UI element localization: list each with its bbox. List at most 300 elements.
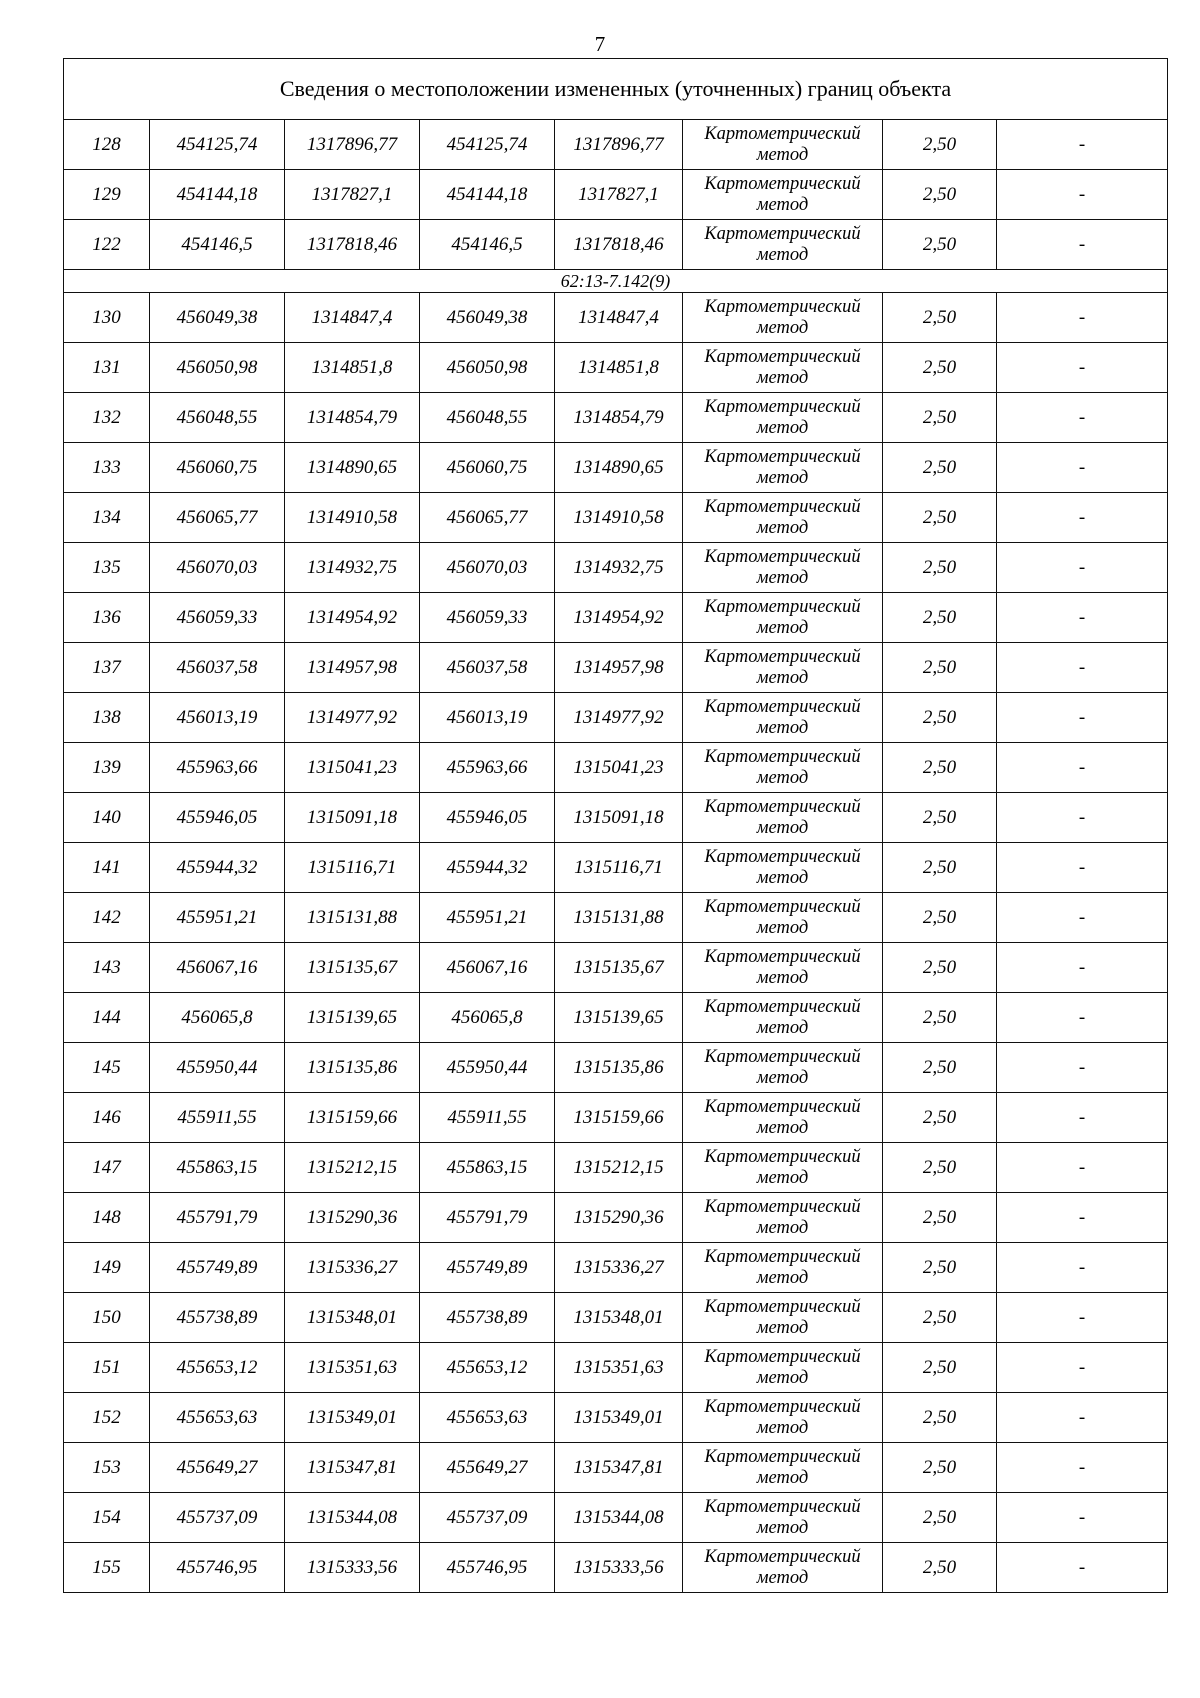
- new-x-coordinate: 456067,16: [420, 943, 555, 993]
- method-cell: [683, 1043, 883, 1093]
- method-cell: [683, 120, 883, 170]
- existing-y-coordinate: 1317896,77: [285, 120, 420, 170]
- method-line-1: Картометрический: [704, 1096, 861, 1117]
- new-x-coordinate: 455946,05: [420, 793, 555, 843]
- table-title-row: [64, 59, 1168, 120]
- point-description: -: [997, 1343, 1168, 1393]
- accuracy-value: 2,50: [883, 1243, 997, 1293]
- method-line-2: метод: [756, 1417, 809, 1438]
- existing-y-coordinate: 1314932,75: [285, 543, 420, 593]
- method-cell: [683, 170, 883, 220]
- table-row: [64, 1293, 1168, 1343]
- accuracy-value: 2,50: [883, 443, 997, 493]
- new-x-coordinate: 455653,12: [420, 1343, 555, 1393]
- accuracy-value: 2,50: [883, 343, 997, 393]
- accuracy-value: 2,50: [883, 543, 997, 593]
- existing-x-coordinate: 456048,55: [150, 393, 285, 443]
- new-y-coordinate: 1317827,1: [555, 170, 683, 220]
- point-number: 143: [64, 943, 150, 993]
- new-x-coordinate: 455963,66: [420, 743, 555, 793]
- new-x-coordinate: 455791,79: [420, 1193, 555, 1243]
- existing-y-coordinate: 1314957,98: [285, 643, 420, 693]
- new-y-coordinate: 1314977,92: [555, 693, 683, 743]
- method-cell: [683, 1193, 883, 1243]
- point-description: -: [997, 643, 1168, 693]
- method-line-2: метод: [756, 144, 809, 165]
- method-cell: [683, 293, 883, 343]
- point-number: 135: [64, 543, 150, 593]
- existing-y-coordinate: 1314977,92: [285, 693, 420, 743]
- accuracy-value: 2,50: [883, 743, 997, 793]
- accuracy-value: 2,50: [883, 643, 997, 693]
- new-x-coordinate: 454146,5: [420, 220, 555, 270]
- point-description: -: [997, 743, 1168, 793]
- method-line-1: Картометрический: [704, 546, 861, 567]
- method-cell: [683, 1443, 883, 1493]
- existing-y-coordinate: 1315159,66: [285, 1093, 420, 1143]
- method-line-1: Картометрический: [704, 746, 861, 767]
- method-cell: [683, 493, 883, 543]
- method-line-2: метод: [756, 517, 809, 538]
- method-line-2: метод: [756, 667, 809, 688]
- point-number: 133: [64, 443, 150, 493]
- new-y-coordinate: 1315347,81: [555, 1443, 683, 1493]
- existing-y-coordinate: 1315135,67: [285, 943, 420, 993]
- existing-x-coordinate: 455653,12: [150, 1343, 285, 1393]
- existing-x-coordinate: 456065,77: [150, 493, 285, 543]
- new-x-coordinate: 456065,77: [420, 493, 555, 543]
- new-x-coordinate: 456070,03: [420, 543, 555, 593]
- existing-x-coordinate: 455738,89: [150, 1293, 285, 1343]
- point-description: -: [997, 343, 1168, 393]
- new-y-coordinate: 1315135,67: [555, 943, 683, 993]
- method-line-2: метод: [756, 717, 809, 738]
- page-number: 7: [594, 32, 606, 56]
- table-row: [64, 943, 1168, 993]
- method-line-1: Картометрический: [704, 1146, 861, 1167]
- point-description: -: [997, 493, 1168, 543]
- new-x-coordinate: 456049,38: [420, 293, 555, 343]
- method-line-1: Картометрический: [704, 173, 861, 194]
- method-cell: [683, 1393, 883, 1443]
- method-cell: [683, 1293, 883, 1343]
- existing-x-coordinate: 456059,33: [150, 593, 285, 643]
- accuracy-value: 2,50: [883, 220, 997, 270]
- new-y-coordinate: 1315348,01: [555, 1293, 683, 1343]
- method-line-1: Картометрический: [704, 346, 861, 367]
- new-y-coordinate: 1315333,56: [555, 1543, 683, 1593]
- existing-x-coordinate: 455951,21: [150, 893, 285, 943]
- method-cell: [683, 1243, 883, 1293]
- table-row: [64, 1393, 1168, 1443]
- existing-y-coordinate: 1314954,92: [285, 593, 420, 643]
- method-line-1: Картометрический: [704, 596, 861, 617]
- method-line-1: Картометрический: [704, 796, 861, 817]
- table-row: [64, 693, 1168, 743]
- existing-y-coordinate: 1315347,81: [285, 1443, 420, 1493]
- point-number: 153: [64, 1443, 150, 1493]
- point-description: -: [997, 893, 1168, 943]
- section-label: 62:13-7.142(9): [64, 270, 1168, 293]
- new-x-coordinate: 456048,55: [420, 393, 555, 443]
- new-x-coordinate: 456059,33: [420, 593, 555, 643]
- accuracy-value: 2,50: [883, 843, 997, 893]
- point-description: -: [997, 1093, 1168, 1143]
- method-line-1: Картометрический: [704, 896, 861, 917]
- new-y-coordinate: 1317818,46: [555, 220, 683, 270]
- existing-x-coordinate: 456013,19: [150, 693, 285, 743]
- table-row: [64, 543, 1168, 593]
- point-description: -: [997, 170, 1168, 220]
- existing-y-coordinate: 1315212,15: [285, 1143, 420, 1193]
- table-row: [64, 843, 1168, 893]
- existing-x-coordinate: 456049,38: [150, 293, 285, 343]
- accuracy-value: 2,50: [883, 1443, 997, 1493]
- point-description: -: [997, 543, 1168, 593]
- new-x-coordinate: 455738,89: [420, 1293, 555, 1343]
- new-y-coordinate: 1314910,58: [555, 493, 683, 543]
- point-description: -: [997, 1443, 1168, 1493]
- point-description: -: [997, 1193, 1168, 1243]
- method-cell: [683, 993, 883, 1043]
- method-line-2: метод: [756, 1117, 809, 1138]
- point-number: 148: [64, 1193, 150, 1243]
- new-x-coordinate: 456065,8: [420, 993, 555, 1043]
- existing-x-coordinate: 456060,75: [150, 443, 285, 493]
- existing-x-coordinate: 455653,63: [150, 1393, 285, 1443]
- new-x-coordinate: 456050,98: [420, 343, 555, 393]
- new-y-coordinate: 1315212,15: [555, 1143, 683, 1193]
- table-row: [64, 1093, 1168, 1143]
- point-number: 154: [64, 1493, 150, 1543]
- accuracy-value: 2,50: [883, 1493, 997, 1543]
- table-row: [64, 893, 1168, 943]
- new-y-coordinate: 1314847,4: [555, 293, 683, 343]
- point-description: -: [997, 1393, 1168, 1443]
- point-description: -: [997, 1543, 1168, 1593]
- method-line-2: метод: [756, 567, 809, 588]
- existing-x-coordinate: 455749,89: [150, 1243, 285, 1293]
- method-line-1: Картометрический: [704, 296, 861, 317]
- point-description: -: [997, 943, 1168, 993]
- method-cell: [683, 1343, 883, 1393]
- existing-x-coordinate: 456037,58: [150, 643, 285, 693]
- existing-y-coordinate: 1315333,56: [285, 1543, 420, 1593]
- method-line-2: метод: [756, 1017, 809, 1038]
- accuracy-value: 2,50: [883, 170, 997, 220]
- point-description: -: [997, 1243, 1168, 1293]
- new-y-coordinate: 1315159,66: [555, 1093, 683, 1143]
- method-line-1: Картометрический: [704, 1196, 861, 1217]
- existing-y-coordinate: 1315041,23: [285, 743, 420, 793]
- new-y-coordinate: 1315290,36: [555, 1193, 683, 1243]
- method-line-2: метод: [756, 367, 809, 388]
- table-row: [64, 1143, 1168, 1193]
- new-y-coordinate: 1315351,63: [555, 1343, 683, 1393]
- accuracy-value: 2,50: [883, 493, 997, 543]
- point-number: 138: [64, 693, 150, 743]
- method-line-2: метод: [756, 1267, 809, 1288]
- method-cell: [683, 793, 883, 843]
- boundary-coordinates-table: [63, 58, 1168, 1593]
- accuracy-value: 2,50: [883, 293, 997, 343]
- table-row: [64, 1243, 1168, 1293]
- new-x-coordinate: 456060,75: [420, 443, 555, 493]
- new-x-coordinate: 455951,21: [420, 893, 555, 943]
- method-line-2: метод: [756, 817, 809, 838]
- method-line-2: метод: [756, 1317, 809, 1338]
- method-line-2: метод: [756, 317, 809, 338]
- table-row: [64, 493, 1168, 543]
- new-y-coordinate: 1314957,98: [555, 643, 683, 693]
- existing-x-coordinate: 455963,66: [150, 743, 285, 793]
- new-x-coordinate: 455749,89: [420, 1243, 555, 1293]
- method-line-1: Картометрический: [704, 1296, 861, 1317]
- method-cell: [683, 1143, 883, 1193]
- point-number: 122: [64, 220, 150, 270]
- existing-x-coordinate: 456067,16: [150, 943, 285, 993]
- method-line-2: метод: [756, 244, 809, 265]
- table-row: [64, 1443, 1168, 1493]
- table-row: [64, 220, 1168, 270]
- new-y-coordinate: 1314954,92: [555, 593, 683, 643]
- existing-x-coordinate: 455863,15: [150, 1143, 285, 1193]
- point-description: -: [997, 843, 1168, 893]
- method-line-2: метод: [756, 917, 809, 938]
- accuracy-value: 2,50: [883, 693, 997, 743]
- table-row: [64, 393, 1168, 443]
- method-line-1: Картометрический: [704, 1046, 861, 1067]
- table-row: [64, 343, 1168, 393]
- method-line-1: Картометрический: [704, 446, 861, 467]
- point-number: 129: [64, 170, 150, 220]
- existing-y-coordinate: 1317827,1: [285, 170, 420, 220]
- existing-x-coordinate: 455746,95: [150, 1543, 285, 1593]
- section-row: [64, 270, 1168, 293]
- new-y-coordinate: 1315091,18: [555, 793, 683, 843]
- new-x-coordinate: 455911,55: [420, 1093, 555, 1143]
- point-number: 132: [64, 393, 150, 443]
- point-description: -: [997, 793, 1168, 843]
- point-description: -: [997, 443, 1168, 493]
- point-description: -: [997, 593, 1168, 643]
- method-line-1: Картометрический: [704, 1546, 861, 1567]
- method-line-1: Картометрический: [704, 946, 861, 967]
- existing-y-coordinate: 1315131,88: [285, 893, 420, 943]
- point-description: -: [997, 120, 1168, 170]
- point-number: 128: [64, 120, 150, 170]
- point-description: -: [997, 393, 1168, 443]
- point-number: 137: [64, 643, 150, 693]
- method-cell: [683, 443, 883, 493]
- existing-x-coordinate: 455944,32: [150, 843, 285, 893]
- new-y-coordinate: 1315139,65: [555, 993, 683, 1043]
- new-y-coordinate: 1315349,01: [555, 1393, 683, 1443]
- method-line-2: метод: [756, 767, 809, 788]
- point-number: 146: [64, 1093, 150, 1143]
- new-y-coordinate: 1315041,23: [555, 743, 683, 793]
- existing-y-coordinate: 1314890,65: [285, 443, 420, 493]
- point-number: 141: [64, 843, 150, 893]
- method-line-1: Картометрический: [704, 696, 861, 717]
- method-line-2: метод: [756, 417, 809, 438]
- existing-y-coordinate: 1315135,86: [285, 1043, 420, 1093]
- method-cell: [683, 843, 883, 893]
- accuracy-value: 2,50: [883, 1193, 997, 1243]
- new-y-coordinate: 1315344,08: [555, 1493, 683, 1543]
- existing-x-coordinate: 456065,8: [150, 993, 285, 1043]
- method-line-2: метод: [756, 1367, 809, 1388]
- existing-x-coordinate: 455649,27: [150, 1443, 285, 1493]
- accuracy-value: 2,50: [883, 1393, 997, 1443]
- method-line-2: метод: [756, 194, 809, 215]
- accuracy-value: 2,50: [883, 793, 997, 843]
- method-line-1: Картометрический: [704, 223, 861, 244]
- existing-y-coordinate: 1315290,36: [285, 1193, 420, 1243]
- accuracy-value: 2,50: [883, 1543, 997, 1593]
- existing-x-coordinate: 454146,5: [150, 220, 285, 270]
- method-cell: [683, 343, 883, 393]
- accuracy-value: 2,50: [883, 943, 997, 993]
- table-row: [64, 1543, 1168, 1593]
- method-line-1: Картометрический: [704, 496, 861, 517]
- method-line-1: Картометрический: [704, 1346, 861, 1367]
- method-cell: [683, 1493, 883, 1543]
- method-cell: [683, 543, 883, 593]
- table-row: [64, 293, 1168, 343]
- existing-x-coordinate: 455791,79: [150, 1193, 285, 1243]
- point-description: -: [997, 993, 1168, 1043]
- point-number: 139: [64, 743, 150, 793]
- existing-y-coordinate: 1314851,8: [285, 343, 420, 393]
- new-x-coordinate: 454144,18: [420, 170, 555, 220]
- point-number: 152: [64, 1393, 150, 1443]
- method-line-2: метод: [756, 1217, 809, 1238]
- new-x-coordinate: 454125,74: [420, 120, 555, 170]
- point-number: 149: [64, 1243, 150, 1293]
- existing-x-coordinate: 454125,74: [150, 120, 285, 170]
- method-line-1: Картометрический: [704, 1396, 861, 1417]
- new-x-coordinate: 455863,15: [420, 1143, 555, 1193]
- new-y-coordinate: 1315131,88: [555, 893, 683, 943]
- new-y-coordinate: 1317896,77: [555, 120, 683, 170]
- method-line-1: Картометрический: [704, 1446, 861, 1467]
- new-x-coordinate: 455746,95: [420, 1543, 555, 1593]
- point-description: -: [997, 1493, 1168, 1543]
- point-description: -: [997, 1143, 1168, 1193]
- accuracy-value: 2,50: [883, 120, 997, 170]
- method-line-2: метод: [756, 617, 809, 638]
- point-description: -: [997, 220, 1168, 270]
- method-cell: [683, 1093, 883, 1143]
- existing-x-coordinate: 454144,18: [150, 170, 285, 220]
- method-cell: [683, 393, 883, 443]
- new-x-coordinate: 455737,09: [420, 1493, 555, 1543]
- existing-x-coordinate: 455946,05: [150, 793, 285, 843]
- accuracy-value: 2,50: [883, 1343, 997, 1393]
- point-number: 144: [64, 993, 150, 1043]
- table-row: [64, 793, 1168, 843]
- existing-x-coordinate: 456070,03: [150, 543, 285, 593]
- table-row: [64, 993, 1168, 1043]
- new-x-coordinate: 456013,19: [420, 693, 555, 743]
- method-cell: [683, 593, 883, 643]
- method-line-2: метод: [756, 467, 809, 488]
- new-x-coordinate: 456037,58: [420, 643, 555, 693]
- method-line-2: метод: [756, 867, 809, 888]
- existing-x-coordinate: 455950,44: [150, 1043, 285, 1093]
- method-line-1: Картометрический: [704, 396, 861, 417]
- method-cell: [683, 943, 883, 993]
- method-line-2: метод: [756, 1467, 809, 1488]
- table-row: [64, 743, 1168, 793]
- accuracy-value: 2,50: [883, 393, 997, 443]
- table-row: [64, 593, 1168, 643]
- method-line-1: Картометрический: [704, 846, 861, 867]
- existing-y-coordinate: 1315351,63: [285, 1343, 420, 1393]
- point-number: 142: [64, 893, 150, 943]
- table-row: [64, 170, 1168, 220]
- new-y-coordinate: 1315336,27: [555, 1243, 683, 1293]
- new-x-coordinate: 455653,63: [420, 1393, 555, 1443]
- method-line-2: метод: [756, 1167, 809, 1188]
- existing-y-coordinate: 1315344,08: [285, 1493, 420, 1543]
- table-row: [64, 643, 1168, 693]
- existing-y-coordinate: 1315139,65: [285, 993, 420, 1043]
- point-number: 134: [64, 493, 150, 543]
- existing-y-coordinate: 1317818,46: [285, 220, 420, 270]
- table-row: [64, 1193, 1168, 1243]
- accuracy-value: 2,50: [883, 1143, 997, 1193]
- method-line-1: Картометрический: [704, 1246, 861, 1267]
- method-line-2: метод: [756, 967, 809, 988]
- new-x-coordinate: 455649,27: [420, 1443, 555, 1493]
- new-y-coordinate: 1315116,71: [555, 843, 683, 893]
- method-line-2: метод: [756, 1517, 809, 1538]
- point-description: -: [997, 1043, 1168, 1093]
- table-row: [64, 1343, 1168, 1393]
- new-x-coordinate: 455950,44: [420, 1043, 555, 1093]
- existing-y-coordinate: 1315348,01: [285, 1293, 420, 1343]
- method-line-1: Картометрический: [704, 646, 861, 667]
- method-line-1: Картометрический: [704, 123, 861, 144]
- point-number: 147: [64, 1143, 150, 1193]
- method-line-1: Картометрический: [704, 1496, 861, 1517]
- method-line-2: метод: [756, 1067, 809, 1088]
- point-number: 130: [64, 293, 150, 343]
- new-x-coordinate: 455944,32: [420, 843, 555, 893]
- accuracy-value: 2,50: [883, 993, 997, 1043]
- accuracy-value: 2,50: [883, 1293, 997, 1343]
- existing-y-coordinate: 1315116,71: [285, 843, 420, 893]
- point-number: 140: [64, 793, 150, 843]
- method-cell: [683, 1543, 883, 1593]
- point-description: -: [997, 693, 1168, 743]
- accuracy-value: 2,50: [883, 593, 997, 643]
- table-row: [64, 443, 1168, 493]
- existing-x-coordinate: 455911,55: [150, 1093, 285, 1143]
- method-cell: [683, 893, 883, 943]
- method-line-2: метод: [756, 1567, 809, 1588]
- point-number: 151: [64, 1343, 150, 1393]
- point-number: 145: [64, 1043, 150, 1093]
- point-number: 150: [64, 1293, 150, 1343]
- existing-y-coordinate: 1314854,79: [285, 393, 420, 443]
- method-cell: [683, 743, 883, 793]
- new-y-coordinate: 1315135,86: [555, 1043, 683, 1093]
- point-description: -: [997, 293, 1168, 343]
- point-number: 155: [64, 1543, 150, 1593]
